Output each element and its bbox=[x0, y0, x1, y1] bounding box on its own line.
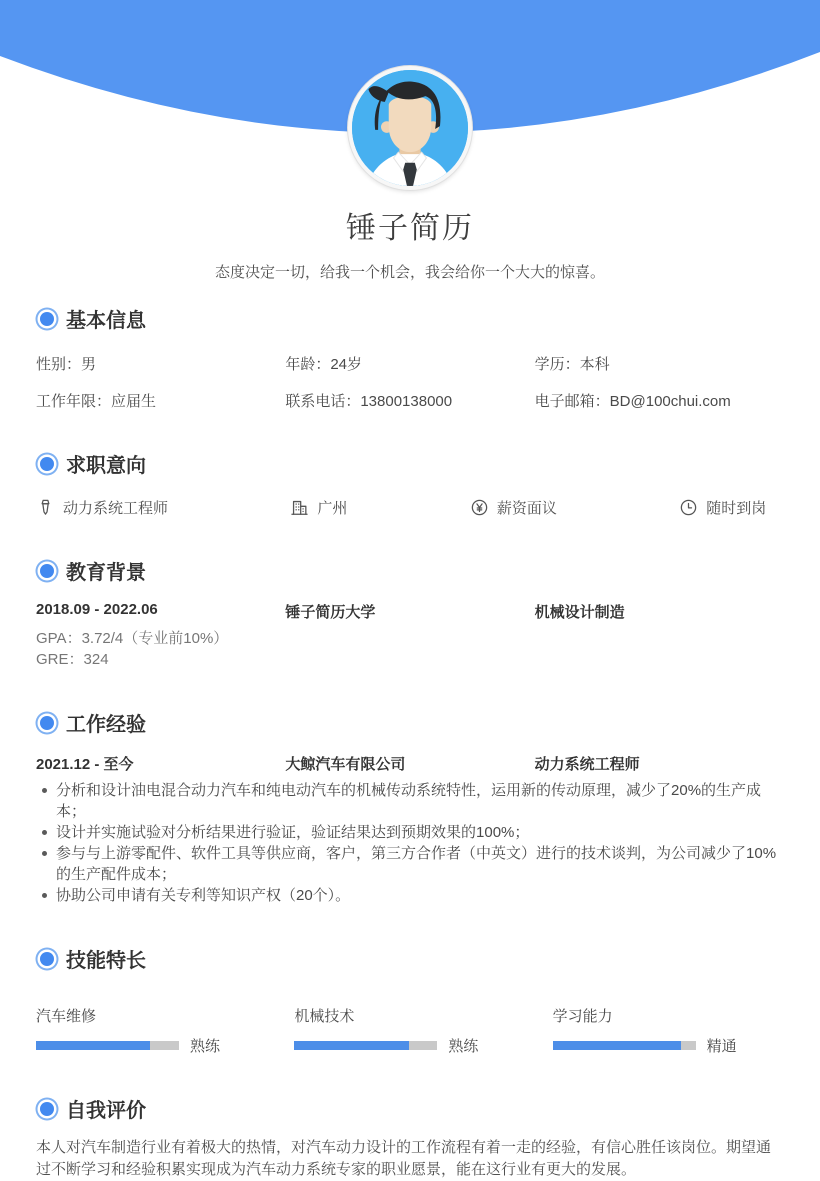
work-bullet: 协助公司申请有关专利等知识产权（20个）。 bbox=[36, 885, 784, 906]
skills-header bbox=[36, 944, 784, 973]
yen-circle-icon bbox=[470, 498, 489, 517]
skill-progress-fill bbox=[36, 1041, 150, 1050]
skill-level-label: 熟练 bbox=[448, 1038, 479, 1055]
basic-info-header bbox=[36, 304, 784, 333]
gender-field: 性别：男 bbox=[36, 356, 97, 373]
skill-level-label: 熟练 bbox=[190, 1038, 221, 1055]
male-avatar-illustration bbox=[352, 70, 468, 186]
work-role: 动力系统工程师 bbox=[534, 756, 640, 773]
phone-field: 联系电话：13800138000 bbox=[285, 393, 453, 410]
avatar bbox=[348, 66, 472, 190]
education-period: 2018.09 - 2022.06 bbox=[36, 601, 158, 618]
self-evaluation-header bbox=[36, 1094, 784, 1123]
education-gpa: GPA：3.72/4（专业前10%） bbox=[36, 630, 229, 647]
section-title: 基本信息 bbox=[66, 310, 146, 332]
section-title: 技能特长 bbox=[66, 950, 146, 972]
section-dot-icon bbox=[40, 716, 54, 730]
skill-progress-fill bbox=[553, 1041, 682, 1050]
section-title: 求职意向 bbox=[66, 455, 146, 477]
job-intention-header bbox=[36, 449, 784, 478]
work-company: 大鲸汽车有限公司 bbox=[285, 756, 406, 773]
section-title: 教育背景 bbox=[66, 562, 146, 584]
section-self-evaluation bbox=[36, 1094, 784, 1181]
intent-availability bbox=[679, 497, 784, 518]
intent-city-label: 广州 bbox=[317, 500, 348, 517]
skill-progress-bar bbox=[294, 1041, 437, 1050]
work-bullet: 分析和设计油电混合动力汽车和纯电动汽车的机械传动系统特性，运用新的传动原理，减少了20%的生产成本； bbox=[36, 780, 784, 822]
work-bullet: 设计并实施试验对分析结果进行验证，验证结果达到预期效果的100%； bbox=[36, 822, 784, 843]
tie-icon bbox=[36, 498, 55, 517]
section-skills bbox=[36, 944, 784, 1056]
basic-info-row-2 bbox=[36, 390, 784, 411]
skill-progress-bar bbox=[36, 1041, 179, 1050]
skill-item bbox=[36, 1005, 267, 1056]
experience-field: 工作年限：应届生 bbox=[36, 393, 157, 410]
section-title: 自我评价 bbox=[66, 1100, 146, 1122]
intent-salary bbox=[470, 497, 679, 518]
section-dot-icon bbox=[40, 1102, 54, 1116]
education-header bbox=[36, 556, 784, 585]
skill-progress-fill bbox=[294, 1041, 408, 1050]
education-major: 机械设计制造 bbox=[534, 604, 625, 621]
clock-icon bbox=[679, 498, 698, 517]
skill-progress-bar bbox=[553, 1041, 696, 1050]
work-period: 2021.12 - 至今 bbox=[36, 756, 134, 773]
section-job-intention bbox=[36, 449, 784, 518]
work-experience-header bbox=[36, 708, 784, 737]
intent-city bbox=[290, 497, 470, 518]
resume-header bbox=[0, 0, 820, 288]
work-summary-row bbox=[36, 753, 784, 774]
skill-level-label: 精通 bbox=[706, 1038, 737, 1055]
intent-position bbox=[36, 497, 290, 518]
section-education bbox=[36, 556, 784, 670]
skill-item bbox=[553, 1005, 784, 1056]
intent-availability-label: 随时到岗 bbox=[706, 500, 767, 517]
basic-info-row-1 bbox=[36, 353, 784, 374]
degree-field: 学历：本科 bbox=[534, 356, 610, 373]
self-evaluation-text: 本人对汽车制造行业有着极大的热情，对汽车动力设计的工作流程有着一走的经验，有信心胜任该岗位。期望通过不断学习和经验积累实现成为汽车动力系统专家的职业愿景，能在这行业有更大的发展。 bbox=[36, 1139, 772, 1178]
section-basic-info bbox=[36, 304, 784, 411]
skill-name: 学习能力 bbox=[552, 1008, 613, 1025]
section-dot-icon bbox=[40, 457, 54, 471]
email-field: 电子邮箱：BD@100chui.com bbox=[534, 393, 731, 410]
education-school: 锤子简历大学 bbox=[285, 604, 376, 621]
skill-name: 机械技术 bbox=[294, 1008, 355, 1025]
resume-title: 锤子简历 bbox=[346, 212, 474, 245]
education-gre: GRE：324 bbox=[36, 651, 109, 668]
section-dot-icon bbox=[40, 312, 54, 326]
education-summary-row bbox=[36, 601, 784, 622]
resume-body bbox=[0, 304, 820, 1181]
building-icon bbox=[290, 498, 309, 517]
section-dot-icon bbox=[40, 952, 54, 966]
work-bullet-list bbox=[36, 780, 784, 906]
resume-subtitle: 态度决定一切，给我一个机会，我会给你一个大大的惊喜。 bbox=[214, 264, 605, 281]
section-work-experience bbox=[36, 708, 784, 906]
section-title: 工作经验 bbox=[66, 714, 146, 736]
age-field: 年龄：24岁 bbox=[285, 356, 363, 373]
intent-salary-label: 薪资面议 bbox=[496, 500, 557, 517]
skill-item bbox=[294, 1005, 525, 1056]
section-dot-icon bbox=[40, 564, 54, 578]
work-bullet: 参与与上游零配件、软件工具等供应商，客户，第三方合作者（中英文）进行的技术谈判，为公司减少了10%的生产配件成本； bbox=[36, 843, 784, 885]
intent-position-label: 动力系统工程师 bbox=[63, 500, 169, 517]
skill-name: 汽车维修 bbox=[36, 1008, 97, 1025]
